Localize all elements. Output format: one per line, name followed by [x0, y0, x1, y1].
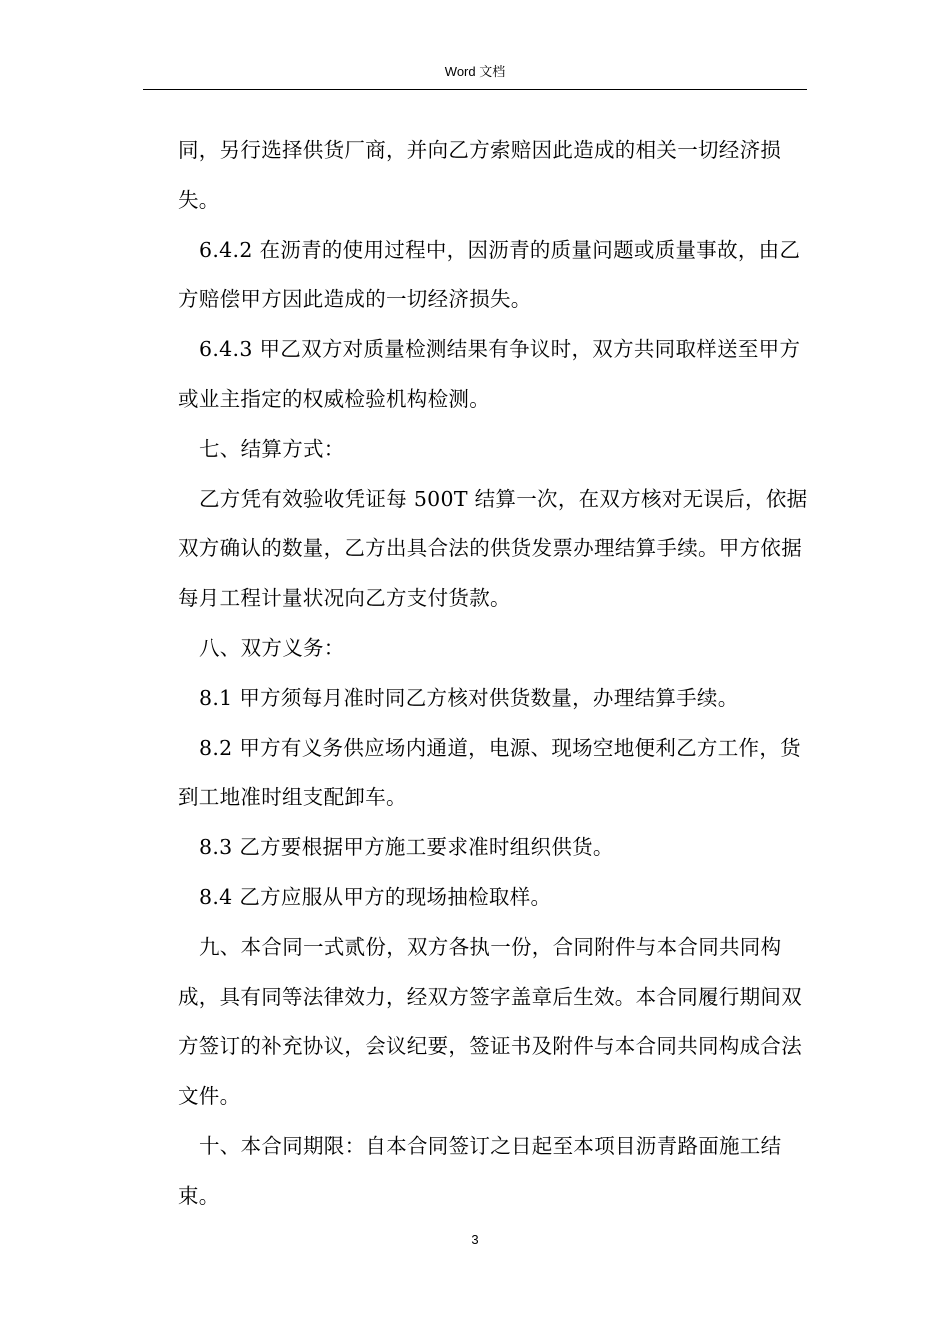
paragraph: 6.4.2 在沥青的使用过程中，因沥青的质量问题或质量事故，由乙方赔偿甲方因此造成的一切经济损失。 [178, 237, 801, 312]
paragraph: 乙方凭有效验收凭证每 500T 结算一次，在双方核对无误后，依据双方确认的数量，乙方出具合法的供货发票办理结算手续。甲方依据每月工程计量状况向乙方支付货款。 [178, 486, 808, 611]
paragraph: 十、本合同期限：自本合同签订之日起至本项目沥青路面施工结束。 [178, 1133, 782, 1208]
page-number: 3 [471, 1232, 479, 1247]
section-heading: 八、双方义务： [199, 635, 345, 660]
page-header [143, 62, 807, 90]
header-title: Word 文档 [444, 64, 506, 79]
paragraph: 8.4 乙方应服从甲方的现场抽检取样。 [199, 884, 552, 909]
document-body [178, 126, 810, 1222]
paragraph: 8.1 甲方须每月准时同乙方核对供货数量，办理结算手续。 [199, 685, 739, 710]
paragraph: 九、本合同一式贰份，双方各执一份，合同附件与本合同共同构成，具有同等法律效力，经双方签字盖章后生效。本合同履行期间双方签订的补充协议，会议纪要，签证书及附件与本合同共同构成合法文件。 [178, 934, 802, 1109]
paragraph: 同，另行选择供货厂商，并向乙方索赔因此造成的相关一切经济损失。 [178, 138, 782, 212]
paragraph: 6.4.3 甲乙双方对质量检测结果有争议时，双方共同取样送至甲方或业主指定的权威检验机构检测。 [178, 337, 801, 411]
paragraph: 8.3 乙方要根据甲方施工要求准时组织供货。 [199, 835, 614, 860]
paragraph: 8.2 甲方有义务供应场内通道，电源、现场空地便利乙方工作，货到工地准时组支配卸车。 [178, 735, 801, 810]
section-heading: 七、结算方式： [199, 436, 345, 461]
